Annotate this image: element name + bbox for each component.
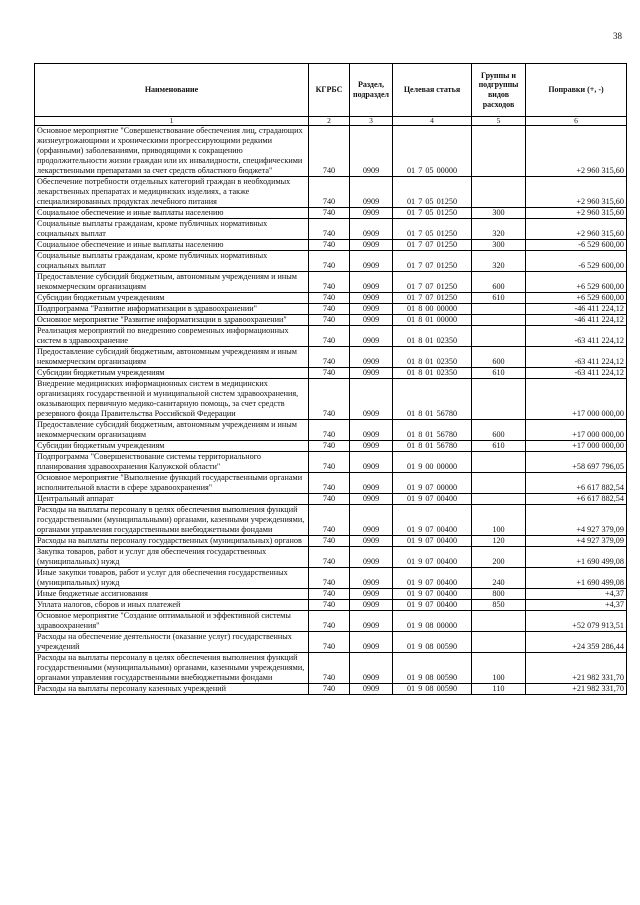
row-expense-group: 300 <box>472 240 526 251</box>
table-body <box>35 126 627 695</box>
row-target-article: 01 7 05 01250 <box>393 208 472 219</box>
column-number: 5 <box>472 117 526 126</box>
row-name: Субсидии бюджетным учреждениям <box>35 293 309 304</box>
row-expense-group <box>472 379 526 420</box>
column-header-name: Наименование <box>35 64 309 117</box>
page-number: 38 <box>613 31 622 41</box>
row-target-article: 01 7 05 00000 <box>393 126 472 177</box>
column-number: 2 <box>309 117 350 126</box>
row-kgrbs: 740 <box>309 611 350 632</box>
table-row <box>35 568 627 589</box>
table-row <box>35 379 627 420</box>
row-expense-group: 100 <box>472 505 526 536</box>
row-target-article: 01 9 07 00000 <box>393 473 472 494</box>
row-kgrbs: 740 <box>309 326 350 347</box>
row-name: Социальное обеспечение и иные выплаты населению <box>35 208 309 219</box>
row-amount: +1 690 499,08 <box>526 568 627 589</box>
row-amount: +4 927 379,09 <box>526 536 627 547</box>
row-section: 0909 <box>350 315 393 326</box>
row-amount: +52 079 913,51 <box>526 611 627 632</box>
row-kgrbs: 740 <box>309 441 350 452</box>
row-name: Уплата налогов, сборов и иных платежей <box>35 600 309 611</box>
row-kgrbs: 740 <box>309 600 350 611</box>
row-kgrbs: 740 <box>309 494 350 505</box>
table-row <box>35 452 627 473</box>
row-target-article: 01 8 01 56780 <box>393 420 472 441</box>
row-target-article: 01 8 01 02350 <box>393 347 472 368</box>
row-section: 0909 <box>350 611 393 632</box>
row-name: Расходы на выплаты персоналу казенных учреждений <box>35 684 309 695</box>
row-amount: -63 411 224,12 <box>526 368 627 379</box>
row-expense-group: 610 <box>472 293 526 304</box>
row-target-article: 01 9 07 00400 <box>393 547 472 568</box>
row-expense-group: 300 <box>472 208 526 219</box>
row-name: Расходы на выплаты персоналу государственных (муниципальных) органов <box>35 536 309 547</box>
row-name: Предоставление субсидий бюджетным, автономным учреждениям и иным некоммерческим организациям <box>35 272 309 293</box>
column-header-kgrbs: КГРБС <box>309 64 350 117</box>
row-section: 0909 <box>350 441 393 452</box>
row-target-article: 01 8 01 02350 <box>393 368 472 379</box>
row-amount: +17 000 000,00 <box>526 379 627 420</box>
row-target-article: 01 9 07 00400 <box>393 536 472 547</box>
row-amount: +6 617 882,54 <box>526 473 627 494</box>
row-target-article: 01 7 07 01250 <box>393 240 472 251</box>
row-section: 0909 <box>350 177 393 208</box>
row-kgrbs: 740 <box>309 304 350 315</box>
row-amount: +21 982 331,70 <box>526 684 627 695</box>
row-section: 0909 <box>350 326 393 347</box>
row-name: Расходы на выплаты персоналу в целях обеспечения выполнения функций государственными (муниципальными) органами, казенными учреждениями, органами управления государственными внебюджетными фондами <box>35 653 309 684</box>
table-row <box>35 293 627 304</box>
row-amount: +17 000 000,00 <box>526 441 627 452</box>
row-expense-group <box>472 177 526 208</box>
row-target-article: 01 7 07 01250 <box>393 293 472 304</box>
table-row <box>35 126 627 177</box>
row-expense-group <box>472 473 526 494</box>
row-amount: +4,37 <box>526 600 627 611</box>
row-amount: +1 690 499,08 <box>526 547 627 568</box>
table-row <box>35 304 627 315</box>
row-name: Социальные выплаты гражданам, кроме публичных нормативных социальных выплат <box>35 219 309 240</box>
row-kgrbs: 740 <box>309 536 350 547</box>
table-row <box>35 326 627 347</box>
row-kgrbs: 740 <box>309 684 350 695</box>
table-row <box>35 611 627 632</box>
row-target-article: 01 7 07 01250 <box>393 251 472 272</box>
table-row <box>35 208 627 219</box>
row-target-article: 01 9 07 00400 <box>393 600 472 611</box>
row-name: Социальные выплаты гражданам, кроме публичных нормативных социальных выплат <box>35 251 309 272</box>
row-section: 0909 <box>350 420 393 441</box>
row-amount: +24 359 286,44 <box>526 632 627 653</box>
row-expense-group: 200 <box>472 547 526 568</box>
row-name: Иные бюджетные ассигнования <box>35 589 309 600</box>
row-expense-group: 600 <box>472 420 526 441</box>
row-amount: +6 617 882,54 <box>526 494 627 505</box>
column-header-target: Целевая статья <box>393 64 472 117</box>
row-amount: -63 411 224,12 <box>526 347 627 368</box>
column-number: 1 <box>35 117 309 126</box>
row-target-article: 01 9 00 00000 <box>393 452 472 473</box>
row-name: Расходы на выплаты персоналу в целях обеспечения выполнения функций государственными (муниципальными) органами, казенными учреждениями, органами управления государственными внебюджетными фондами <box>35 505 309 536</box>
row-section: 0909 <box>350 272 393 293</box>
row-kgrbs: 740 <box>309 452 350 473</box>
table-row <box>35 347 627 368</box>
row-section: 0909 <box>350 589 393 600</box>
row-name: Основное мероприятие "Создание оптимальной и эффективной системы здравоохранения" <box>35 611 309 632</box>
row-section: 0909 <box>350 240 393 251</box>
row-kgrbs: 740 <box>309 347 350 368</box>
row-target-article: 01 9 08 00590 <box>393 653 472 684</box>
row-target-article: 01 8 01 02350 <box>393 326 472 347</box>
row-name: Основное мероприятие "Развитие информатизации в здравоохранении" <box>35 315 309 326</box>
row-target-article: 01 7 07 01250 <box>393 272 472 293</box>
row-expense-group <box>472 126 526 177</box>
row-section: 0909 <box>350 347 393 368</box>
row-name: Предоставление субсидий бюджетным, автономным учреждениям и иным некоммерческим организациям <box>35 347 309 368</box>
row-expense-group: 600 <box>472 272 526 293</box>
row-expense-group: 240 <box>472 568 526 589</box>
row-kgrbs: 740 <box>309 315 350 326</box>
budget-table <box>34 63 627 695</box>
row-amount: +6 529 600,00 <box>526 272 627 293</box>
column-number: 3 <box>350 117 393 126</box>
row-expense-group <box>472 452 526 473</box>
row-target-article: 01 9 07 00400 <box>393 494 472 505</box>
row-kgrbs: 740 <box>309 240 350 251</box>
row-name: Основное мероприятие "Выполнение функций государственными органами исполнительной власти в сфере здравоохранения" <box>35 473 309 494</box>
table-row <box>35 251 627 272</box>
row-kgrbs: 740 <box>309 589 350 600</box>
row-expense-group: 120 <box>472 536 526 547</box>
row-kgrbs: 740 <box>309 126 350 177</box>
table-row <box>35 473 627 494</box>
column-number: 4 <box>393 117 472 126</box>
row-target-article: 01 8 00 00000 <box>393 304 472 315</box>
column-number: 6 <box>526 117 627 126</box>
row-target-article: 01 9 07 00400 <box>393 589 472 600</box>
row-kgrbs: 740 <box>309 251 350 272</box>
row-amount: -63 411 224,12 <box>526 326 627 347</box>
row-target-article: 01 9 08 00590 <box>393 684 472 695</box>
column-numbers-row <box>35 117 627 126</box>
row-name: Социальное обеспечение и иные выплаты населению <box>35 240 309 251</box>
row-kgrbs: 740 <box>309 632 350 653</box>
column-header-section: Раздел, подраздел <box>350 64 393 117</box>
table-row <box>35 505 627 536</box>
row-expense-group <box>472 494 526 505</box>
row-amount: +58 697 796,05 <box>526 452 627 473</box>
row-name: Внедрение медицинских информационных систем в медицинских организациях государственной и муниципальной систем здравоохранения, оказывающих первичную медико-санитарную помощь, за счет средств резервного фонда Правительства Российской Федерации <box>35 379 309 420</box>
row-section: 0909 <box>350 494 393 505</box>
table-row <box>35 547 627 568</box>
row-expense-group <box>472 304 526 315</box>
row-amount: +2 960 315,60 <box>526 208 627 219</box>
table-row <box>35 684 627 695</box>
row-section: 0909 <box>350 368 393 379</box>
row-section: 0909 <box>350 505 393 536</box>
row-section: 0909 <box>350 684 393 695</box>
row-name: Обеспечение потребности отдельных категорий граждан в необходимых лекарственных препаратах и медицинских изделиях, а также специализированных продуктах лечебного питания <box>35 177 309 208</box>
row-section: 0909 <box>350 251 393 272</box>
row-amount: +4,37 <box>526 589 627 600</box>
row-expense-group: 610 <box>472 441 526 452</box>
table-row <box>35 632 627 653</box>
row-amount: +6 529 600,00 <box>526 293 627 304</box>
table-header-row <box>35 64 627 117</box>
row-expense-group <box>472 326 526 347</box>
row-amount: +17 000 000,00 <box>526 420 627 441</box>
table-row <box>35 589 627 600</box>
table-row <box>35 420 627 441</box>
row-amount: +4 927 379,09 <box>526 505 627 536</box>
row-kgrbs: 740 <box>309 368 350 379</box>
row-name: Подпрограмма "Совершенствование системы территориального планирования здравоохранения Калужской области" <box>35 452 309 473</box>
row-section: 0909 <box>350 126 393 177</box>
row-kgrbs: 740 <box>309 379 350 420</box>
row-name: Центральный аппарат <box>35 494 309 505</box>
row-target-article: 01 8 01 00000 <box>393 315 472 326</box>
row-target-article: 01 7 05 01250 <box>393 177 472 208</box>
row-name: Предоставление субсидий бюджетным, автономным учреждениям и иным некоммерческим организациям <box>35 420 309 441</box>
row-target-article: 01 9 08 00000 <box>393 611 472 632</box>
table-row <box>35 368 627 379</box>
row-section: 0909 <box>350 304 393 315</box>
row-expense-group: 100 <box>472 653 526 684</box>
row-section: 0909 <box>350 473 393 494</box>
row-kgrbs: 740 <box>309 208 350 219</box>
row-kgrbs: 740 <box>309 473 350 494</box>
row-kgrbs: 740 <box>309 505 350 536</box>
table-row <box>35 600 627 611</box>
column-header-groups: Группы и подгруппы видов расходов <box>472 64 526 117</box>
row-target-article: 01 9 07 00400 <box>393 568 472 589</box>
row-kgrbs: 740 <box>309 653 350 684</box>
row-section: 0909 <box>350 208 393 219</box>
column-header-amount: Поправки (+, -) <box>526 64 627 117</box>
table-row <box>35 177 627 208</box>
row-expense-group <box>472 632 526 653</box>
row-expense-group: 800 <box>472 589 526 600</box>
row-amount: -6 529 600,00 <box>526 240 627 251</box>
row-kgrbs: 740 <box>309 547 350 568</box>
row-kgrbs: 740 <box>309 177 350 208</box>
row-name: Расходы на обеспечение деятельности (оказание услуг) государственных учреждений <box>35 632 309 653</box>
row-amount: -6 529 600,00 <box>526 251 627 272</box>
row-amount: +2 960 315,60 <box>526 126 627 177</box>
row-target-article: 01 8 01 56780 <box>393 379 472 420</box>
row-name: Иные закупки товаров, работ и услуг для обеспечения государственных (муниципальных) нужд <box>35 568 309 589</box>
row-expense-group: 320 <box>472 251 526 272</box>
row-kgrbs: 740 <box>309 293 350 304</box>
row-section: 0909 <box>350 653 393 684</box>
row-section: 0909 <box>350 293 393 304</box>
row-name: Субсидии бюджетным учреждениям <box>35 441 309 452</box>
row-kgrbs: 740 <box>309 219 350 240</box>
row-expense-group: 850 <box>472 600 526 611</box>
row-amount: +21 982 331,70 <box>526 653 627 684</box>
row-amount: -46 411 224,12 <box>526 315 627 326</box>
row-expense-group: 600 <box>472 347 526 368</box>
row-section: 0909 <box>350 547 393 568</box>
row-expense-group: 320 <box>472 219 526 240</box>
row-name: Субсидии бюджетным учреждениям <box>35 368 309 379</box>
row-kgrbs: 740 <box>309 272 350 293</box>
row-expense-group: 110 <box>472 684 526 695</box>
row-expense-group: 610 <box>472 368 526 379</box>
row-amount: +2 960 315,60 <box>526 219 627 240</box>
row-target-article: 01 8 01 56780 <box>393 441 472 452</box>
row-section: 0909 <box>350 536 393 547</box>
row-name: Подпрограмма "Развитие информатизации в здравоохранении" <box>35 304 309 315</box>
table-row <box>35 219 627 240</box>
row-section: 0909 <box>350 600 393 611</box>
table-row <box>35 240 627 251</box>
row-section: 0909 <box>350 568 393 589</box>
table-row <box>35 494 627 505</box>
row-name: Основное мероприятие "Совершенствование обеспечения лиц, страдающих жизнеугрожающими и хроническими прогрессирующими редкими (орфанными) заболеваниями, приводящими к сокращению продолжительности жизни граждан или их инвалидности, специфическими лекарственными препаратами за счет средств областного бюджета" <box>35 126 309 177</box>
row-name: Реализация мероприятий по внедрению современных информационных систем в здравоохранение <box>35 326 309 347</box>
row-section: 0909 <box>350 379 393 420</box>
row-section: 0909 <box>350 452 393 473</box>
row-amount: +2 960 315,60 <box>526 177 627 208</box>
row-section: 0909 <box>350 632 393 653</box>
table-row <box>35 441 627 452</box>
table-row <box>35 536 627 547</box>
row-target-article: 01 9 07 00400 <box>393 505 472 536</box>
row-kgrbs: 740 <box>309 420 350 441</box>
row-expense-group <box>472 315 526 326</box>
row-section: 0909 <box>350 219 393 240</box>
row-amount: -46 411 224,12 <box>526 304 627 315</box>
table-row <box>35 272 627 293</box>
table-row <box>35 653 627 684</box>
row-target-article: 01 9 08 00590 <box>393 632 472 653</box>
table-row <box>35 315 627 326</box>
row-name: Закупка товаров, работ и услуг для обеспечения государственных (муниципальных) нужд <box>35 547 309 568</box>
row-expense-group <box>472 611 526 632</box>
row-kgrbs: 740 <box>309 568 350 589</box>
row-target-article: 01 7 05 01250 <box>393 219 472 240</box>
